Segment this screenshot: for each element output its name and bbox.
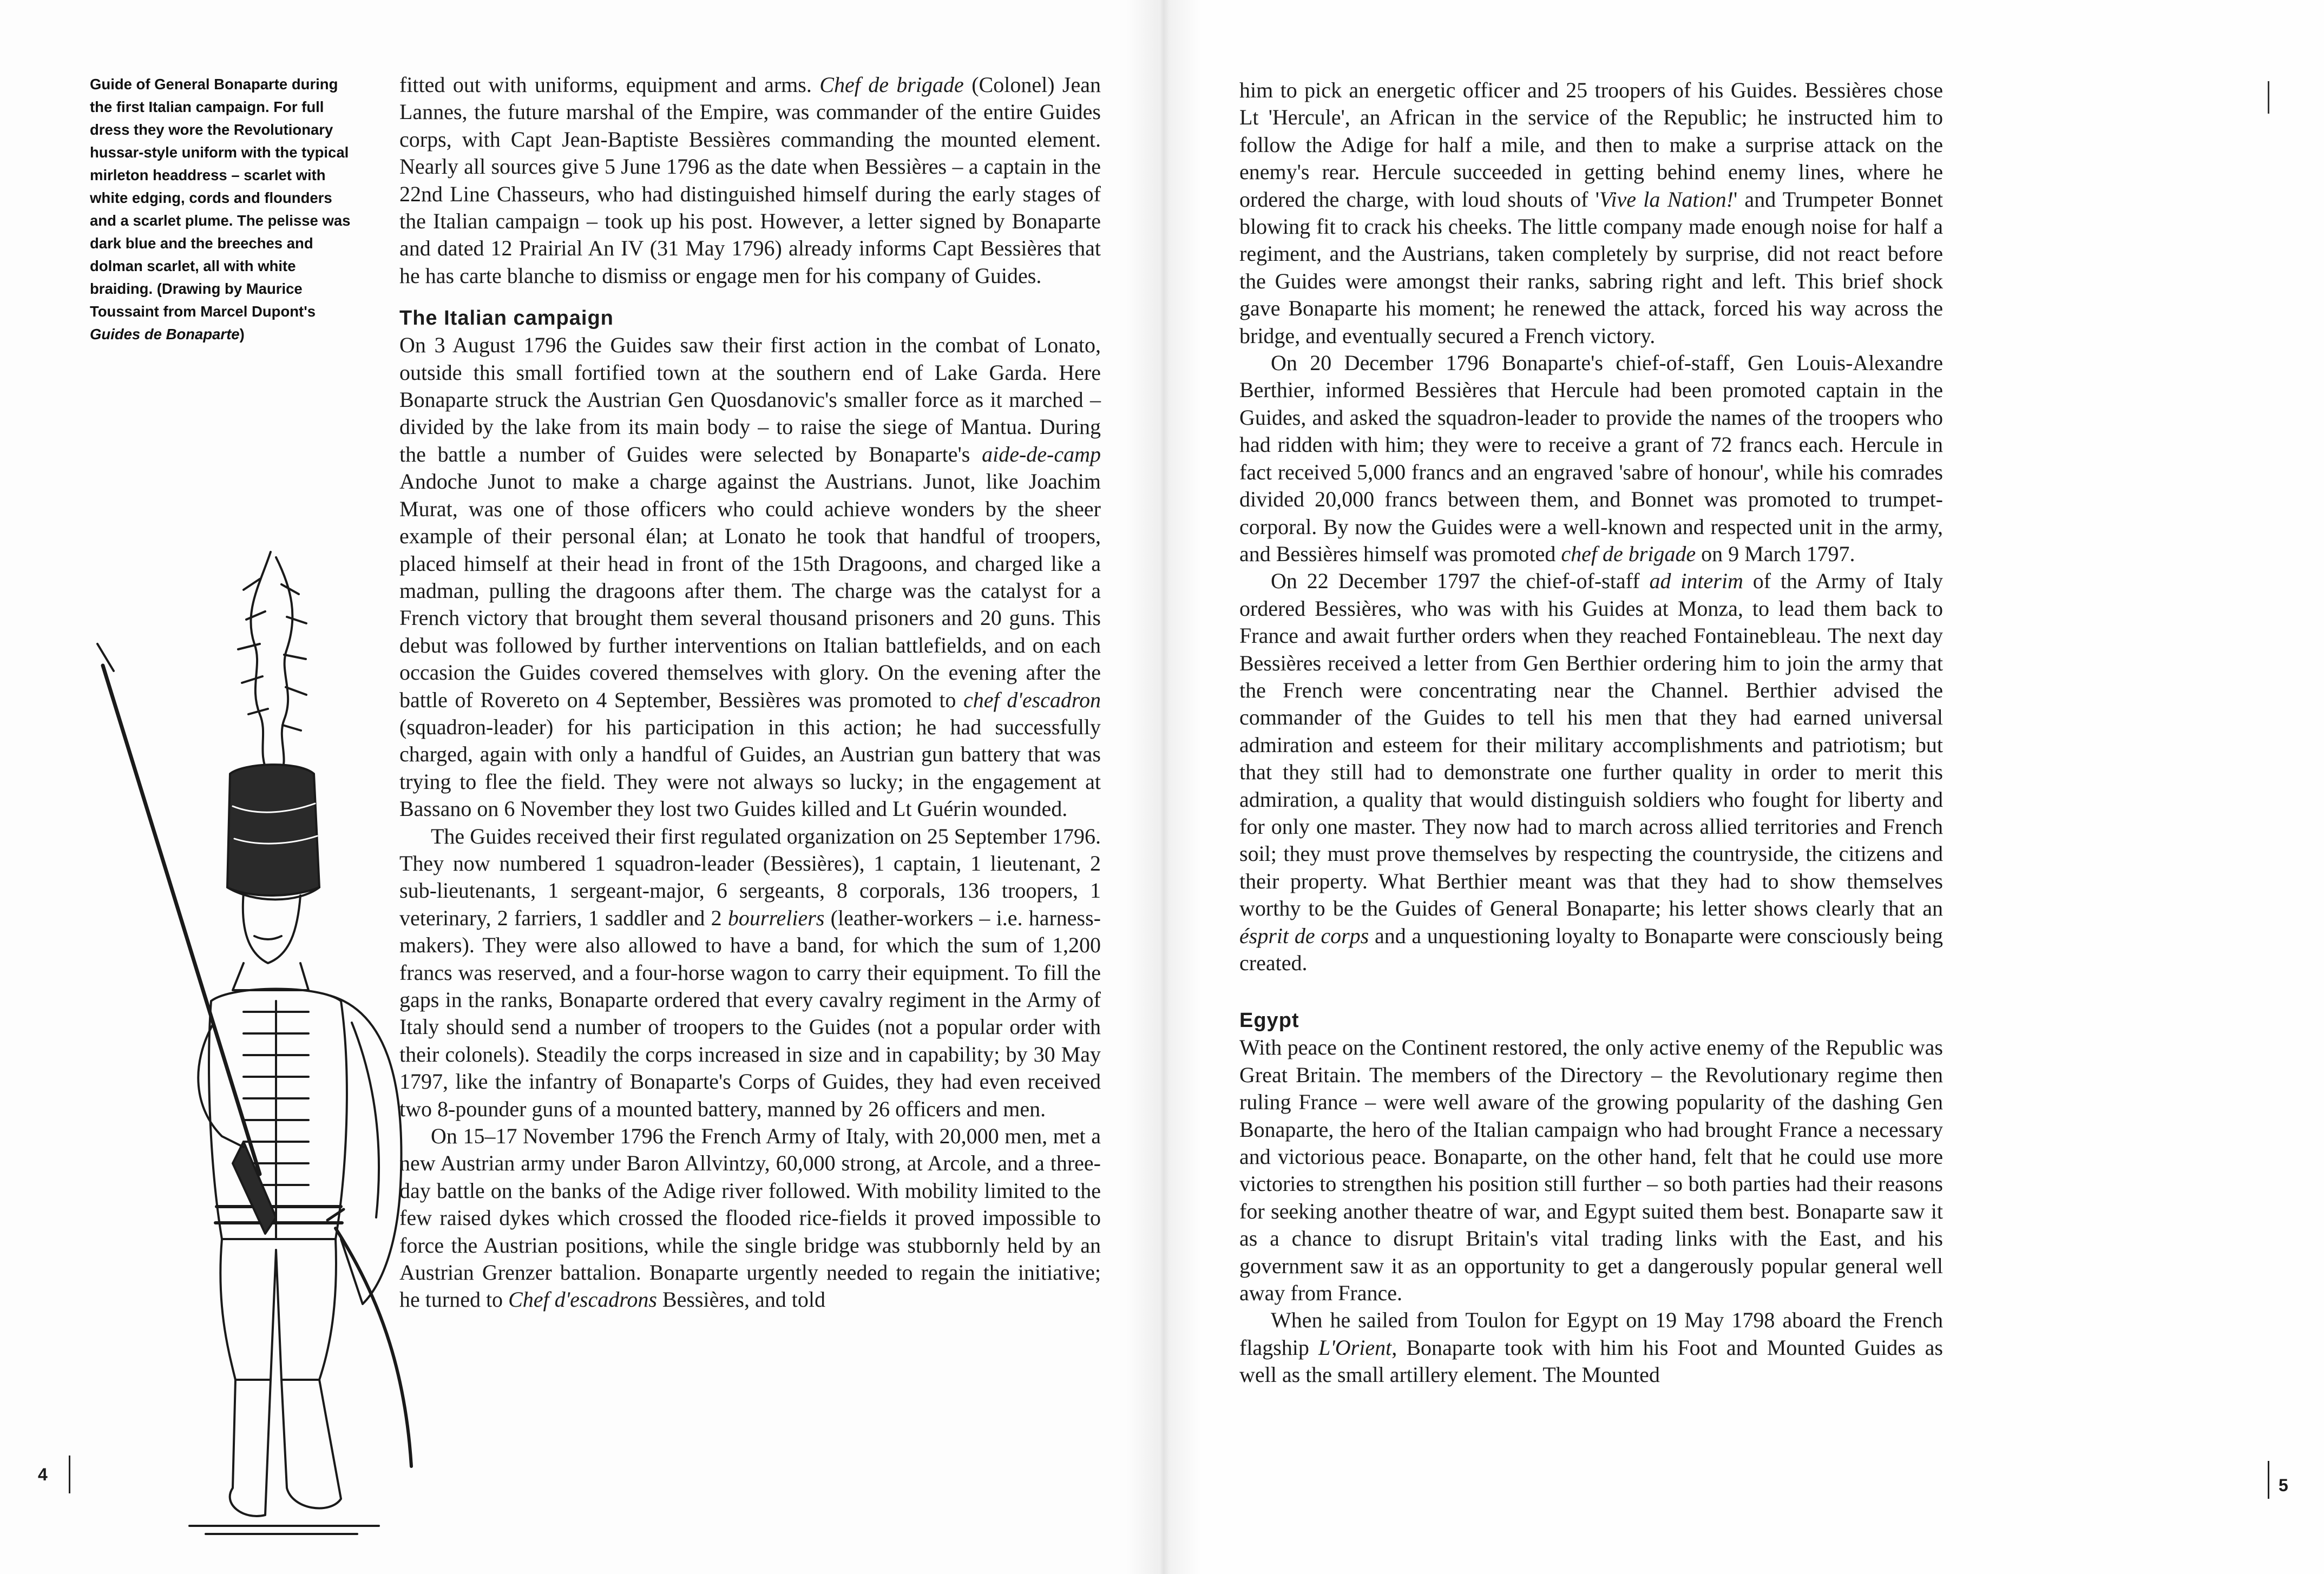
text-run: (squadron-leader) for his participation in this action; he had successfully charged, again with only a handful of Guides, an Austrian gun battery that was trying to flee the field. They were not always so lucky; in the engagement at Bassano on 6 November they lost two Guides killed and Lt Guérin wounded. <box>399 714 1101 821</box>
text-run: On 3 August 1796 the Guides saw their first action in the combat of Lonato, outside this small fortified town at the southern end of Lake Garda. Here Bonaparte struck the Austrian Gen Quosdanovic's smaller force as it marched – divided by the lake from its main body – to raise the siege of Mantua. During the battle a number of Guides were selected by Bonaparte's <box>399 333 1101 466</box>
text-run: On 22 December 1797 the chief-of-staff <box>1271 569 1650 594</box>
left-paragraph-2 <box>399 332 1101 822</box>
right-paragraph-5 <box>1239 1307 1943 1388</box>
caption-book-title: Guides de Bonaparte <box>90 326 240 343</box>
caption-text: Guide of General Bonaparte during the first Italian campaign. For full dress they wore the Revolutionary hussar-style uniform with the typical mirleton headdress – scarlet with white edging, cords and flounders and a scarlet plume. The pelisse was dark blue and the breeches and dolman scarlet, all with white braiding. (Drawing by Maurice Toussaint from Marcel Dupont's <box>90 76 351 320</box>
text-run: on 9 March 1797. <box>1696 541 1855 566</box>
text-run: Bessières, and told <box>657 1287 825 1312</box>
italic-term: Chef d'escadrons <box>508 1287 657 1312</box>
folio-rule-right <box>2268 1461 2269 1499</box>
left-paragraph-1 <box>399 71 1101 289</box>
italic-term: bourreliers <box>727 905 825 930</box>
italic-term: ésprit de corps <box>1239 923 1369 948</box>
text-run: him to pick an energetic officer and 25 troopers of his Guides. Bessières chose Lt 'Hercule', an African in the service of the Republic; he instructed him to follow the Adige for half a mile, and then to make a surprise attack on the enemy's rear. Hercule succeeded in getting behind enemy lines, where he ordered the charge, with loud shouts of ' <box>1239 78 1943 212</box>
text-run: of the Army of Italy ordered Bessières, who was with his Guides at Monza, to lead them back to France and await further orders when they reached Fontainebleau. The next day Bessières received a letter from Gen Berthier ordering him to join the army that the French were concentrating near the Channel. Berthier advised the commander of the Guides to tell his men that they had earned universal admiration and esteem for their military accomplishments and patriotism; but that they still had to demonstrate one further quality in order to merit this admiration, a quality that would distinguish soldiers who fought for liberty and for only one master. They now had to march across allied territories and French soil; they must prove themselves by respecting the countryside, the citizens and their property. What Berthier meant was that they had to show themselves worthy to be the Guides of General Bonaparte; his letter shows clearly that an <box>1239 569 1944 921</box>
text-run: (Colonel) Jean Lannes, the future marshal of the Empire, was commander of the entire Guides corps, with Capt Jean-Baptiste Bessières commanding the mounted element. Nearly all sources give 5 June 1796 as the date when Bessières – a captain in the 22nd Line Chasseurs, who had distinguished himself during the early stages of the Italian campaign – took up his post. However, a letter signed by Bonaparte and dated 12 Prairial An IV (31 May 1796) already informs Capt Bessières that he has carte blanche to dismiss or engage men for his company of Guides. <box>399 73 1101 288</box>
italic-term: Chef de brigade <box>819 73 964 97</box>
heading-egypt: Egypt <box>1239 1009 1299 1032</box>
text-run: Andoche Junot to make a charge against the Austrians. Junot, like Joachim Murat, was one of those officers who could achieve wonders by the sheer example of their personal élan; at Lonato he took that handful of troopers, placed himself at their head in front of the 15th Dragoons, and charged like a madman, pulling the dragoons after them. The charge was the catalyst for a French victory that brought them several thousand prisoners and 20 guns. This debut was followed by further interventions on Italian battlefields, and on each occasion the Guides covered themselves with glory. On the evening after the battle of Rovereto on 4 September, Bessières was promoted to <box>399 469 1101 712</box>
text-run: and a unquestioning loyalty to Bonaparte were consciously being created. <box>1239 923 1943 975</box>
text-run: , Bonaparte took with him his Foot and Mounted Guides as well as the small artillery element. The Mounted <box>1239 1335 1943 1387</box>
right-column-text <box>1239 77 1943 1389</box>
text-run: (leather-workers – i.e. harness-makers). They were also allowed to have a band, for which the sum of 1,200 francs was reserved, and a four-horse wagon to carry their equipment. To fill the gaps in the ranks, Bonaparte ordered that every cavalry regiment in the Army of Italy should send a number of troopers to the Guides (not a popular order with their colonels). Steadily the corps increased in size and in capability; by 30 May 1797, like the infantry of Bonaparte's Corps of Guides, they had even received two 8-pounder guns of a mounted battery, manned by 26 officers and men. <box>399 905 1101 1121</box>
right-paragraph-1 <box>1239 77 1943 350</box>
italic-term: ad interim <box>1649 569 1743 594</box>
text-run: ' and Trumpeter Bonnet blowing fit to crack his cheeks. The little company made enough noise for half a regiment, and the Austrians, taken completely by surprise, did not react before the Guides were amongst their ranks, sabring right and left. This brief shock gave Bonaparte his moment; he renewed the attack, forced his way across the bridge, and eventually secured a French victory. <box>1239 187 1944 348</box>
right-paragraph-4: With peace on the Continent restored, the only active enemy of the Republic was Great Britain. The members of the Directory – the Revolutionary regime then ruling France – were well aware of the growing popularity of the dashing Gen Bonaparte, the hero of the Italian campaign who had brought France a necessary and victorious peace. Bonaparte, on the other hand, felt that he could use more victories to strengthen his position still further – so both parties had their reasons for seeking another theatre of war, and Egypt suited them best. Bonaparte saw it as a chance to disrupt Britain's vital trading links with the East, and his government saw it as an opportunity to get a dangerously popular general well away from France. <box>1239 1035 1943 1306</box>
text-run: On 15–17 November 1796 the French Army of Italy, with 20,000 men, met a new Austrian army under Baron Allvintzy, 60,000 strong, at Arcole, and a three-day battle on the banks of the Adige river followed. With mobility limited to the few raised dykes which crossed the flooded rice-fields it proved impossible to force the Austrian positions, while the single bridge was stubbornly held by an Austrian Grenzer battalion. Bonaparte urgently needed to regain the initiative; he turned to <box>399 1124 1101 1312</box>
text-run: On 20 December 1796 Bonaparte's chief-of-staff, Gen Louis-Alexandre Berthier, informed Bessières that Hercule had been promoted captain in the Guides, and asked the squadron-leader to provide the names of the troopers who had ridden with him; they were to receive a grant of 72 francs each. Hercule in fact received 5,000 francs and an engraved 'sabre of honour', while his comrades divided 20,000 francs between them, and Bonnet was promoted to trumpet-corporal. By now the Guides were a well-known and respected unit in the army, and Bessières himself was promoted <box>1239 351 1943 566</box>
italic-term: aide-de-camp <box>982 442 1101 466</box>
italic-term: chef d'escadron <box>963 687 1101 712</box>
caption-close: ) <box>239 326 245 343</box>
text-run: The Guides received their first regulated organization on 25 September 1796. They now numbered 1 squadron-leader (Bessières), 1 captain, 1 lieutenant, 2 sub-lieutenants, 1 sergeant-major, 6 sergeants, 8 corporals, 136 troopers, 1 veterinary, 2 farriers, 1 saddler and 2 <box>399 824 1101 930</box>
left-column-text <box>399 71 1101 1314</box>
italic-term: Vive la Nation! <box>1599 187 1734 212</box>
left-paragraph-4 <box>399 1123 1101 1314</box>
text-run: When he sailed from Toulon for Egypt on 19 May 1798 aboard the French flagship <box>1239 1308 1943 1360</box>
text-run: fitted out with uniforms, equipment and arms. <box>399 73 820 97</box>
page-number-left: 4 <box>38 1465 48 1484</box>
italic-term: chef de brigade <box>1561 541 1696 566</box>
heading-italian-campaign: The Italian campaign <box>399 307 614 330</box>
right-paragraph-2 <box>1239 350 1943 568</box>
illustration-caption <box>90 73 360 346</box>
left-paragraph-3 <box>399 823 1101 1123</box>
margin-rule-top-right <box>2268 81 2269 114</box>
italic-term: L'Orient <box>1318 1335 1392 1360</box>
folio-rule-left <box>69 1456 70 1493</box>
right-paragraph-3 <box>1239 568 1943 977</box>
book-gutter <box>1126 0 1202 1574</box>
page-number-right: 5 <box>2279 1476 2288 1495</box>
